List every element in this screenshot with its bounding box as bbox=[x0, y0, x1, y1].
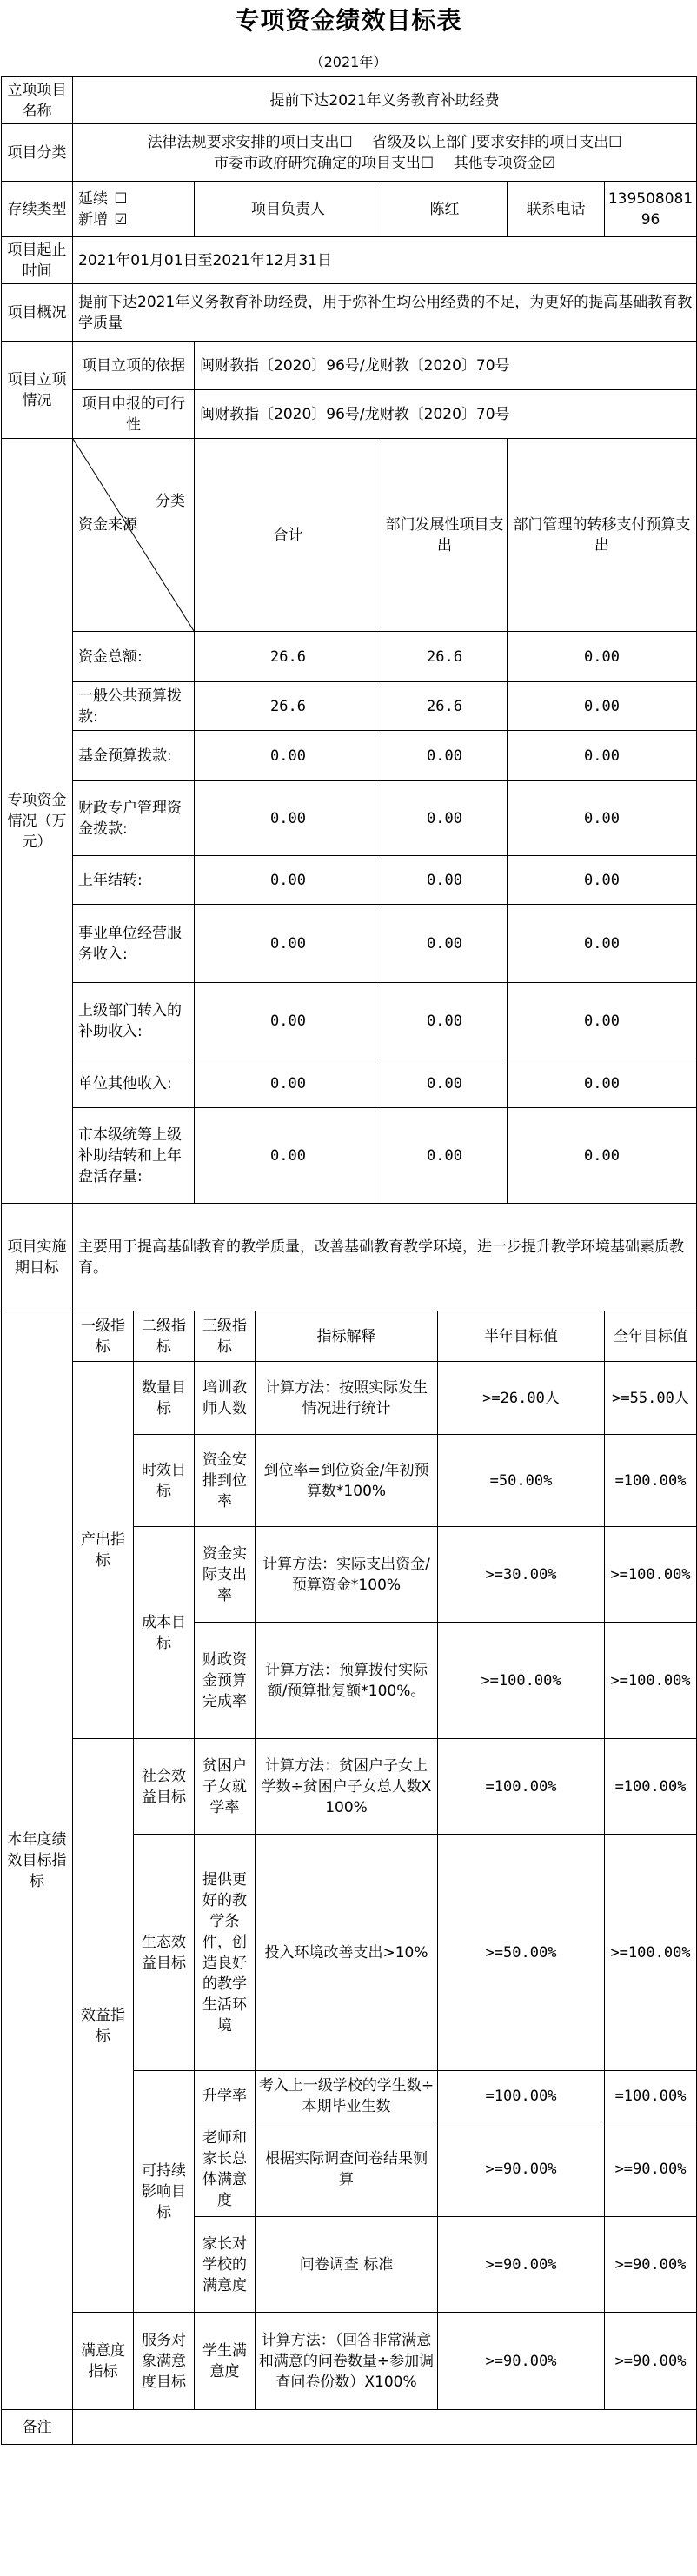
funds-cell: 26.6 bbox=[195, 682, 382, 731]
project-name-label: 立项项目名称 bbox=[2, 77, 73, 124]
category-line-1: 法律法规要求安排的项目支出☐ 省级及以上部门要求安排的项目支出☐ bbox=[147, 133, 622, 151]
funds-cell: 0.00 bbox=[382, 1108, 508, 1204]
period-value: 2021年01月01日至2021年12月31日 bbox=[73, 237, 697, 284]
continue-checkbox[interactable]: ☐ bbox=[114, 189, 128, 208]
level2-quantity: 数量目标 bbox=[134, 1362, 195, 1435]
funds-cell: 0.00 bbox=[382, 731, 508, 781]
row-basis-2 bbox=[2, 390, 697, 439]
full-year-value: >=90.00% bbox=[605, 2217, 697, 2313]
explanation: 计算方法：按照实际发生情况进行统计 bbox=[256, 1362, 438, 1435]
funds-label: 专项资金情况（万元） bbox=[2, 439, 73, 1204]
funds-cell: 0.00 bbox=[195, 1059, 382, 1108]
indicator-row bbox=[2, 1362, 697, 1435]
remarks-value bbox=[73, 2410, 697, 2445]
funds-row-label: 财政专户管理资金拨款: bbox=[73, 781, 195, 856]
funds-row bbox=[2, 632, 697, 682]
funds-cell: 0.00 bbox=[508, 781, 697, 856]
explanation: 计算方法：贫困户子女上学数÷贫困户子女总人数X100% bbox=[256, 1739, 438, 1835]
funds-cell: 0.00 bbox=[508, 1059, 697, 1108]
project-category-label: 项目分类 bbox=[2, 124, 73, 182]
basis-row-label: 项目申报的可行性 bbox=[73, 390, 195, 439]
overview-value: 提前下达2021年义务教育补助经费，用于弥补生均公用经费的不足，为更好的提高基础教育教学质量 bbox=[73, 284, 697, 342]
funds-cell: 0.00 bbox=[195, 983, 382, 1059]
continuity-options bbox=[73, 182, 195, 237]
funds-cell: 26.6 bbox=[195, 632, 382, 682]
level3: 提供更好的教学条件，创造良好的教学生活环境 bbox=[195, 1835, 256, 2071]
funds-cell: 0.00 bbox=[508, 1108, 697, 1204]
basis-label: 项目立项情况 bbox=[2, 342, 73, 439]
funds-cell: 0.00 bbox=[195, 731, 382, 781]
project-name-value: 提前下达2021年义务教育补助经费 bbox=[73, 77, 697, 124]
goal-label: 项目实施期目标 bbox=[2, 1204, 73, 1311]
row-overview bbox=[2, 284, 697, 342]
funds-cell: 0.00 bbox=[382, 1059, 508, 1108]
row-continuity bbox=[2, 182, 697, 237]
level3: 资金实际支出率 bbox=[195, 1527, 256, 1623]
row-goal bbox=[2, 1204, 697, 1311]
funds-cell: 0.00 bbox=[382, 781, 508, 856]
level2-cost: 成本目标 bbox=[134, 1527, 195, 1739]
level1-satisfaction: 满意度指标 bbox=[73, 2313, 134, 2410]
funds-cell: 0.00 bbox=[508, 682, 697, 731]
header-full-year: 全年目标值 bbox=[605, 1311, 697, 1362]
half-year-value: >=90.00% bbox=[438, 2313, 605, 2410]
basis-row-value: 闽财教指〔2020〕96号/龙财教〔2020〕70号 bbox=[195, 342, 697, 390]
half-year-value: >=26.00人 bbox=[438, 1362, 605, 1435]
full-year-value: >=100.00% bbox=[605, 1527, 697, 1623]
level2-social: 社会效益目标 bbox=[134, 1739, 195, 1835]
full-year-value: >=90.00% bbox=[605, 2313, 697, 2410]
half-year-value: =100.00% bbox=[438, 2071, 605, 2121]
funds-row-label: 上级部门转入的补助收入: bbox=[73, 983, 195, 1059]
explanation: 根据实际调查问卷结果测算 bbox=[256, 2121, 438, 2217]
continue-label: 延续 bbox=[78, 189, 108, 208]
funds-cell: 0.00 bbox=[195, 905, 382, 983]
row-basis-1 bbox=[2, 342, 697, 390]
header-level1: 一级指标 bbox=[73, 1311, 134, 1362]
funds-cell: 0.00 bbox=[195, 856, 382, 905]
page-title: 专项资金绩效目标表 bbox=[235, 6, 462, 35]
full-year-value: >=100.00% bbox=[605, 1623, 697, 1739]
funds-cell: 0.00 bbox=[508, 983, 697, 1059]
explanation: 考入上一级学校的学生数÷本期毕业生数 bbox=[256, 2071, 438, 2121]
level3: 财政资金预算完成率 bbox=[195, 1623, 256, 1739]
new-checkbox[interactable]: ☑ bbox=[114, 210, 128, 229]
funds-cell: 0.00 bbox=[508, 731, 697, 781]
funds-cell: 26.6 bbox=[382, 632, 508, 682]
header-level3: 三级指标 bbox=[195, 1311, 256, 1362]
overview-label: 项目概况 bbox=[2, 284, 73, 342]
funds-row bbox=[2, 905, 697, 983]
leader-value: 陈红 bbox=[382, 182, 508, 237]
funds-col-dept: 部门发展性项目支出 bbox=[382, 439, 508, 632]
half-year-value: =50.00% bbox=[438, 1435, 605, 1527]
row-funds-header bbox=[2, 439, 697, 632]
indicators-label: 本年度绩效目标指标 bbox=[2, 1311, 73, 2410]
explanation: 问卷调查 标准 bbox=[256, 2217, 438, 2313]
funds-row bbox=[2, 983, 697, 1059]
phone-value: 13950808196 bbox=[605, 182, 697, 237]
level2-sustainable: 可持续影响目标 bbox=[134, 2071, 195, 2313]
full-year-value: >=100.00% bbox=[605, 1835, 697, 2071]
basis-row-value: 闽财教指〔2020〕96号/龙财教〔2020〕70号 bbox=[195, 390, 697, 439]
year-label: （2021年） bbox=[309, 54, 388, 70]
level3: 升学率 bbox=[195, 2071, 256, 2121]
half-year-value: =100.00% bbox=[438, 1739, 605, 1835]
level3: 老师和家长总体满意度 bbox=[195, 2121, 256, 2217]
funds-cell: 0.00 bbox=[195, 781, 382, 856]
level3: 培训教师人数 bbox=[195, 1362, 256, 1435]
level3: 贫困户子女就学率 bbox=[195, 1739, 256, 1835]
half-year-value: >=30.00% bbox=[438, 1527, 605, 1623]
funds-cell: 0.00 bbox=[195, 1108, 382, 1204]
phone-label: 联系电话 bbox=[508, 182, 605, 237]
explanation: 计算方法：（回答非常满意和满意的问卷数量÷参加调查问卷份数）X100% bbox=[256, 2313, 438, 2410]
funds-cell: 0.00 bbox=[382, 856, 508, 905]
funds-row bbox=[2, 1108, 697, 1204]
funds-row bbox=[2, 731, 697, 781]
new-label: 新增 bbox=[78, 210, 108, 229]
level2-timeliness: 时效目标 bbox=[134, 1435, 195, 1527]
funds-row bbox=[2, 856, 697, 905]
funds-row-label: 市本级统筹上级补助结转和上年盘活存量: bbox=[73, 1108, 195, 1204]
category-line-2: 市委市政府研究确定的项目支出☐ 其他专项资金☑ bbox=[214, 154, 555, 172]
continuity-label: 存续类型 bbox=[2, 182, 73, 237]
funds-cell: 0.00 bbox=[508, 632, 697, 682]
funds-col-total: 合计 bbox=[195, 439, 382, 632]
full-year-value: >=55.00人 bbox=[605, 1362, 697, 1435]
diag-top-label: 分类 bbox=[156, 493, 185, 510]
diag-bottom-label: 资金来源 bbox=[78, 516, 137, 534]
full-year-value: =100.00% bbox=[605, 1739, 697, 1835]
funds-row-label: 资金总额: bbox=[73, 632, 195, 682]
explanation: 计算方法：实际支出资金/预算资金*100% bbox=[256, 1527, 438, 1623]
funds-cell: 26.6 bbox=[382, 682, 508, 731]
explanation: 到位率=到位资金/年初预算数*100% bbox=[256, 1435, 438, 1527]
full-year-value: >=90.00% bbox=[605, 2121, 697, 2217]
funds-cell: 0.00 bbox=[508, 856, 697, 905]
row-project-name bbox=[2, 77, 697, 124]
funds-row-label: 基金预算拨款: bbox=[73, 731, 195, 781]
full-year-value: =100.00% bbox=[605, 1435, 697, 1527]
header-half-year: 半年目标值 bbox=[438, 1311, 605, 1362]
funds-cell: 0.00 bbox=[382, 983, 508, 1059]
level3: 家长对学校的满意度 bbox=[195, 2217, 256, 2313]
level3: 资金安排到位率 bbox=[195, 1435, 256, 1527]
header-explanation: 指标解释 bbox=[256, 1311, 438, 1362]
remarks-label: 备注 bbox=[2, 2410, 73, 2445]
funds-cell: 0.00 bbox=[508, 905, 697, 983]
level3: 学生满意度 bbox=[195, 2313, 256, 2410]
basis-row-label: 项目立项的依据 bbox=[73, 342, 195, 390]
explanation: 计算方法：预算拨付实际额/预算批复额*100%。 bbox=[256, 1623, 438, 1739]
period-label: 项目起止时间 bbox=[2, 237, 73, 284]
funds-row bbox=[2, 1059, 697, 1108]
indicator-row bbox=[2, 2313, 697, 2410]
half-year-value: >=50.00% bbox=[438, 1835, 605, 2071]
funds-row-label: 单位其他收入: bbox=[73, 1059, 195, 1108]
funds-row-label: 事业单位经营服务收入: bbox=[73, 905, 195, 983]
funds-diagonal-header bbox=[73, 439, 195, 632]
funds-row bbox=[2, 781, 697, 856]
goal-value: 主要用于提高基础教育的教学质量，改善基础教育教学环境，进一步提升教学环境基础素质教育。 bbox=[73, 1204, 697, 1311]
funds-row bbox=[2, 682, 697, 731]
level1-output: 产出指标 bbox=[73, 1362, 134, 1739]
level2-ecological: 生态效益目标 bbox=[134, 1835, 195, 2071]
funds-col-transfer: 部门管理的转移支付预算支出 bbox=[508, 439, 697, 632]
half-year-value: >=90.00% bbox=[438, 2121, 605, 2217]
half-year-value: >=90.00% bbox=[438, 2217, 605, 2313]
explanation: 投入环境改善支出>10% bbox=[256, 1835, 438, 2071]
funds-row-label: 上年结转: bbox=[73, 856, 195, 905]
indicator-row bbox=[2, 1739, 697, 1835]
performance-table bbox=[1, 76, 697, 2445]
funds-cell: 0.00 bbox=[382, 905, 508, 983]
project-category-value bbox=[73, 124, 697, 182]
row-period bbox=[2, 237, 697, 284]
header-level2: 二级指标 bbox=[134, 1311, 195, 1362]
funds-row-label: 一般公共预算拨款: bbox=[73, 682, 195, 731]
row-project-category bbox=[2, 124, 697, 182]
full-year-value: =100.00% bbox=[605, 2071, 697, 2121]
level1-benefit: 效益指标 bbox=[73, 1739, 134, 2313]
half-year-value: >=100.00% bbox=[438, 1623, 605, 1739]
leader-label: 项目负责人 bbox=[195, 182, 382, 237]
row-remarks bbox=[2, 2410, 697, 2445]
level2-service: 服务对象满意度目标 bbox=[134, 2313, 195, 2410]
row-indicators-header bbox=[2, 1311, 697, 1362]
